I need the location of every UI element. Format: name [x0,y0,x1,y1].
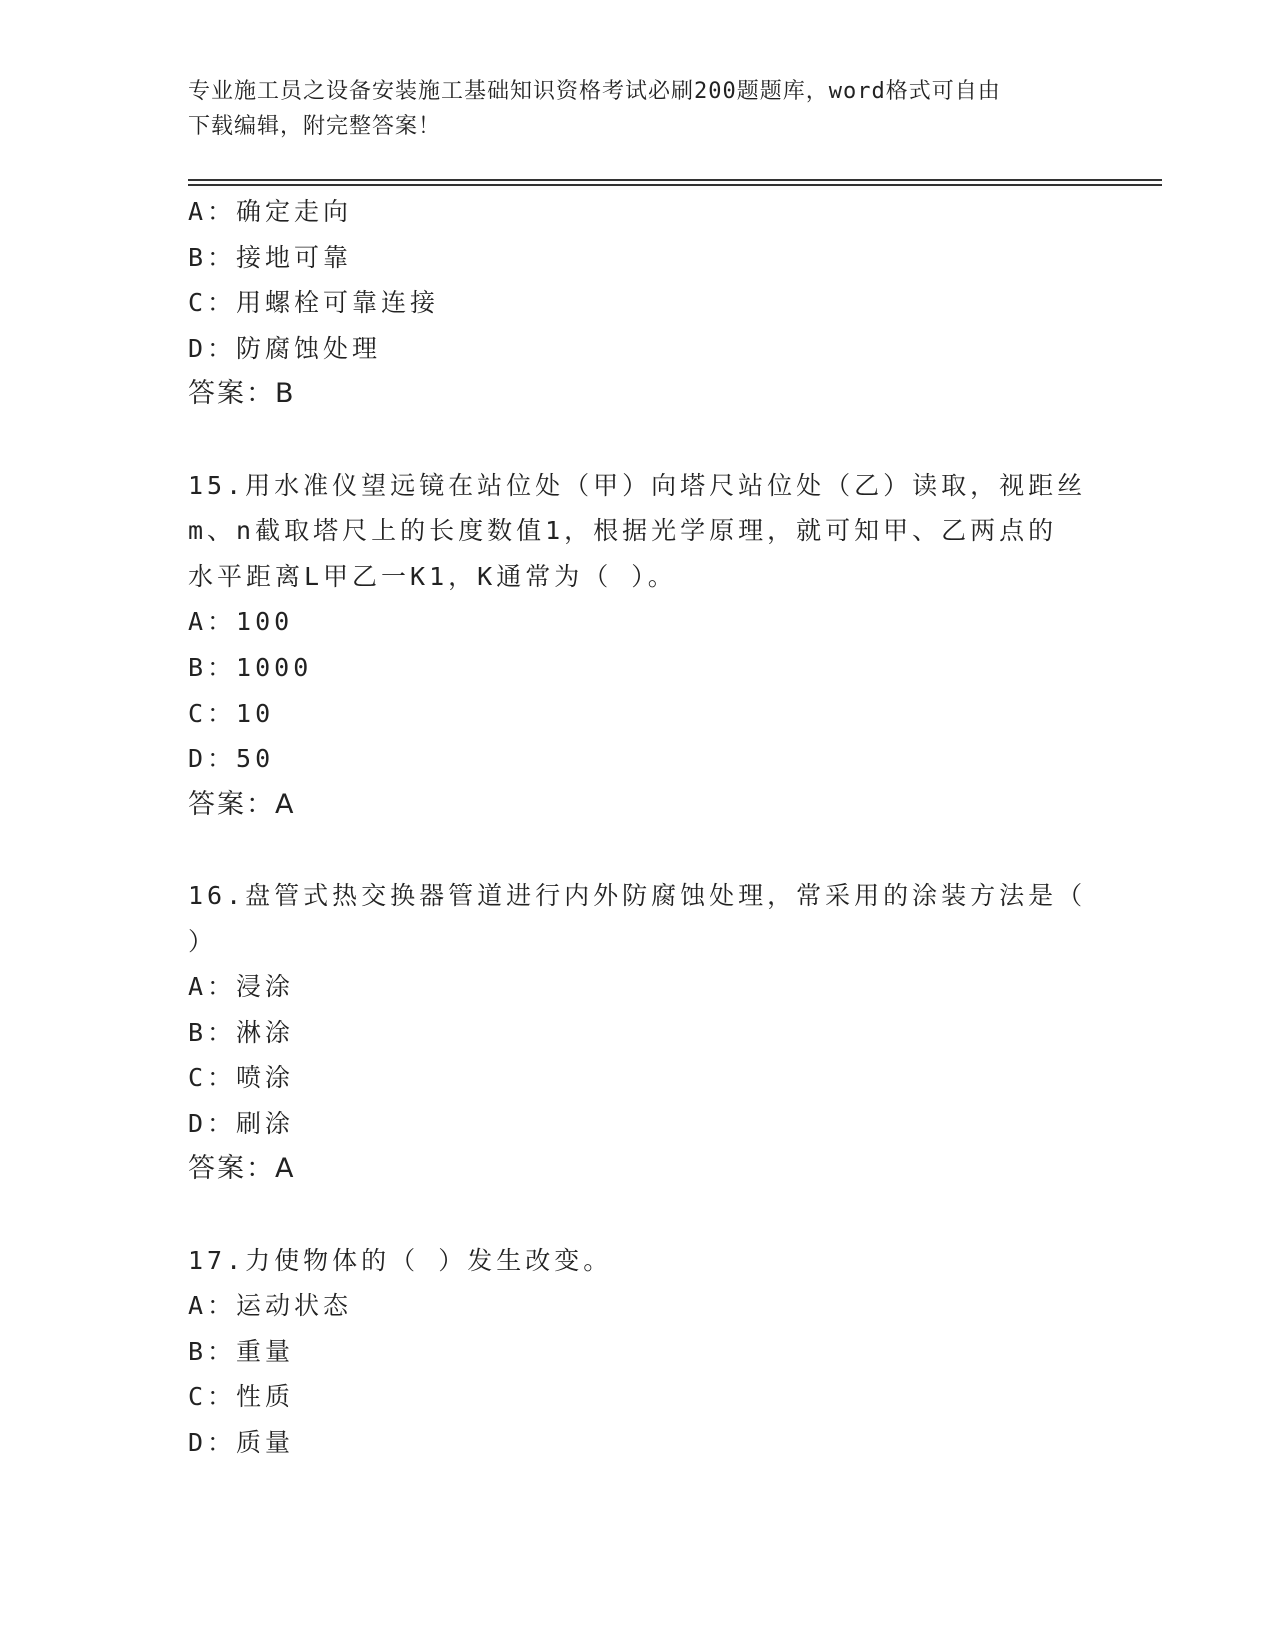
option-d: D：50 [188,744,275,774]
question-spacer [188,1192,1088,1238]
question-17 [188,1238,1088,1466]
question-16 [188,873,1088,1192]
header-rule-top [188,179,1162,181]
option-a: A：100 [188,607,294,637]
question-spacer [188,827,1088,873]
option-c: C：性质 [188,1382,295,1412]
document-header [188,74,1088,144]
question-stem-line: 水平距离L甲乙一K1，K通常为（ ）。 [188,561,677,591]
option-d: D：质量 [188,1428,295,1458]
question-stem-line: 16.盘管式热交换器管道进行内外防腐蚀处理，常采用的涂装方法是（ [188,880,1087,910]
option-d: D：刷涂 [188,1108,295,1138]
answer-line: 答案：B [188,378,296,410]
question-stem-line: m、n截取塔尺上的长度数值1，根据光学原理，就可知甲、乙两点的 [188,516,1058,546]
option-b: B：1000 [188,652,313,682]
question-stem-line: 17.力使物体的（ ）发生改变。 [188,1245,613,1275]
option-a: A：确定走向 [188,197,353,226]
option-a: A：浸涂 [188,972,295,1002]
question-15 [188,463,1088,828]
header-rule-bottom [188,184,1162,186]
answer-line: 答案：A [188,1153,296,1185]
option-b: B：淋涂 [188,1017,295,1047]
option-c: C：用螺栓可靠连接 [188,288,440,318]
option-c: C：10 [188,698,275,728]
option-c: C：喷涂 [188,1063,295,1093]
question-spacer [188,417,1088,463]
option-a: A：运动状态 [188,1291,353,1321]
header-title-line2: 下载编辑，附完整答案！ [188,114,442,139]
answer-line: 答案：A [188,788,296,820]
question-list [188,189,1088,1466]
question-14 [188,189,1088,417]
option-d: D：防腐蚀处理 [188,333,382,363]
question-stem-line: 15.用水准仪望远镜在站位处（甲）向塔尺站位处（乙）读取，视距丝 [188,470,1087,500]
header-title-line1: 专业施工员之设备安装施工基础知识资格考试必刷200题题库，word格式可自由 [188,79,1001,104]
question-stem-line: ） [188,926,218,956]
option-b: B：接地可靠 [188,242,353,272]
option-b: B：重量 [188,1336,295,1366]
